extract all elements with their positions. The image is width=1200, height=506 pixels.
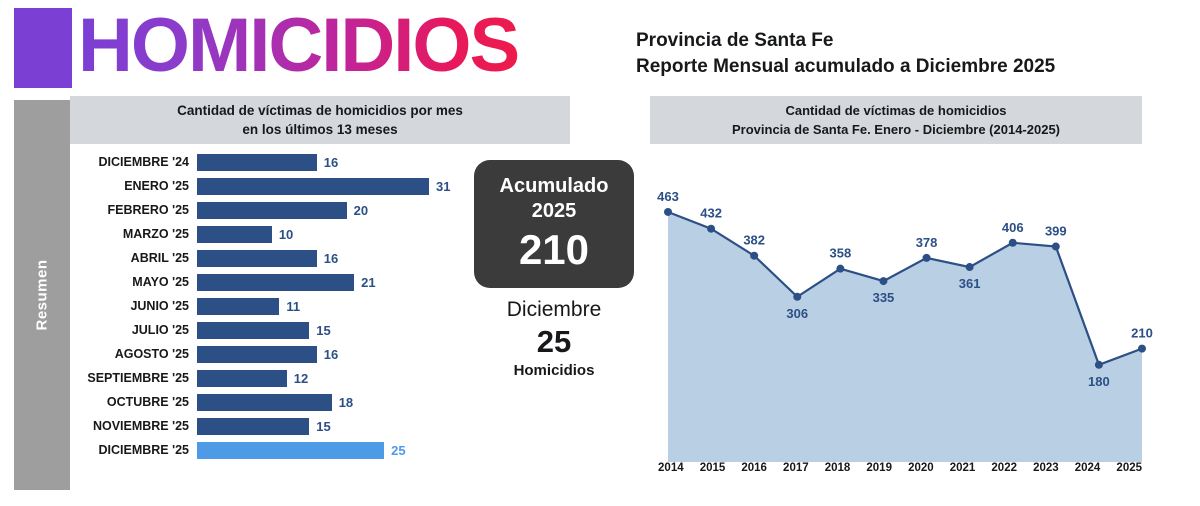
month-summary [474,296,634,382]
line-chart-point [664,208,672,216]
bar-track [197,198,510,222]
line-chart-point-label: 335 [872,290,895,306]
bar-value-label: 15 [316,418,331,434]
x-axis-tick-label: 2016 [741,462,767,474]
line-chart-header [650,96,1142,144]
bar-value-label: 20 [353,202,369,218]
bar-row [70,270,510,294]
line-chart-point [750,252,758,260]
bar-row [70,294,510,318]
line-chart-x-axis [650,462,1150,474]
bar-row [70,414,510,438]
line-chart-point-label: 180 [1088,373,1110,389]
page-title: HOMICIDIOS [78,3,519,88]
line-chart-point [966,263,974,271]
bar-category-label: MARZO '25 [122,227,189,241]
bar-chart [70,150,510,462]
x-axis-tick-label: 2017 [783,462,809,474]
bar-value-label: 10 [278,226,294,242]
bar-value-label: 16 [323,154,339,170]
line-chart-point-label: 406 [1001,219,1024,235]
bar-row [70,246,510,270]
line-chart-area [668,212,1142,462]
bar-track [197,318,510,342]
x-axis-tick-label: 2022 [991,462,1017,474]
bar-category-label: OCTUBRE '25 [106,395,189,409]
line-chart-point-label: 306 [786,305,809,321]
bar-value-label: 15 [316,322,331,338]
line-chart-title-line1: Cantidad de víctimas de homicidios [785,103,1007,118]
line-chart-title-line2: Provincia de Santa Fe. Enero - Diciembre (2014-2025) [731,122,1061,137]
bar-track [197,270,510,294]
bar-row [70,174,510,198]
bar-track [197,150,510,174]
bar-value-label: 11 [286,298,301,314]
bar-fill [197,322,309,339]
bar-category-label: MAYO '25 [132,275,189,289]
line-chart [650,150,1160,480]
line-chart-point [1095,361,1103,369]
accumulated-label-line1: Acumulado [499,175,609,197]
line-chart-point-label: 432 [700,205,722,221]
bar-value-label: 16 [323,250,339,266]
bar-category-label: FEBRERO '25 [107,203,189,217]
bar-row [70,222,510,246]
bar-value-label: 16 [323,346,339,362]
bar-track [197,294,510,318]
bar-fill [197,178,429,195]
bar-track [197,222,510,246]
bar-track [197,174,510,198]
line-chart-point-label: 382 [743,232,766,248]
bar-fill [197,250,317,267]
line-chart-point [707,225,715,233]
line-chart-point [1052,243,1060,251]
bar-track [197,414,510,438]
bar-value-label: 31 [436,178,451,194]
line-chart-point [923,254,931,262]
bar-fill [197,394,332,411]
line-chart-point-label: 463 [657,188,679,204]
bar-value-label: 12 [293,370,309,386]
bar-category-label: JULIO '25 [131,323,189,337]
bar-category-label: SEPTIEMBRE '25 [87,371,189,385]
header-subtitle-line1: Provincia de Santa Fe [636,30,834,51]
bar-chart-title-line1: Cantidad de víctimas de homicidios por mes [177,103,463,118]
bar-fill [197,442,384,459]
month-summary-label: Diciembre [506,298,602,321]
bar-value-label: 21 [361,274,376,290]
bar-fill [197,202,347,219]
accumulated-value: 210 [518,226,590,273]
x-axis-tick-label: 2025 [1116,462,1143,474]
x-axis-tick-label: 2024 [1074,462,1101,474]
bar-fill [197,226,272,243]
bar-chart-header [70,96,570,144]
x-axis-tick-label: 2018 [824,462,851,474]
sidebar-tab-resumen[interactable] [14,100,70,490]
bar-category-label: AGOSTO '25 [114,347,189,361]
bar-row [70,342,510,366]
bar-track [197,246,510,270]
bar-row [70,438,510,462]
bar-track [197,366,510,390]
line-chart-point [793,293,801,301]
sidebar-tab-label: Resumen [33,259,51,331]
bar-row [70,390,510,414]
x-axis-tick-label: 2014 [658,462,684,474]
x-axis-tick-label: 2019 [866,462,892,474]
bar-track [197,342,510,366]
x-axis-tick-label: 2023 [1033,462,1059,474]
accumulated-label-line2: 2025 [531,200,577,222]
bar-category-label: NOVIEMBRE '25 [92,419,189,433]
bar-category-label: DICIEMBRE '25 [98,443,189,457]
bar-category-label: JUNIO '25 [130,299,189,313]
bar-row [70,366,510,390]
line-chart-point-label: 210 [1131,325,1153,341]
line-chart-point [836,265,844,273]
x-axis-tick-label: 2021 [949,462,976,474]
line-chart-point [1009,239,1017,247]
line-chart-point [1138,345,1146,353]
bar-fill [197,298,279,315]
header-subtitle-line2: Reporte Mensual acumulado a Diciembre 2025 [636,56,1056,77]
header-subtitle [636,28,1055,80]
bar-fill [197,346,317,363]
x-axis-tick-label: 2015 [699,462,726,474]
bar-fill [197,418,309,435]
month-summary-value: 25 [536,324,572,359]
line-chart-point-label: 399 [1044,223,1067,239]
header-accent-bar [14,8,72,88]
bar-value-label: 25 [391,442,406,458]
bar-track [197,390,510,414]
bar-track [197,438,510,462]
bar-category-label: DICIEMBRE '24 [98,155,189,169]
line-chart-point-label: 358 [829,245,852,261]
bar-row [70,318,510,342]
line-chart-point-label: 378 [915,234,938,250]
x-axis-tick-label: 2020 [908,462,934,474]
month-summary-unit: Homicidios [513,362,595,379]
line-chart-point [879,277,887,285]
bar-category-label: ABRIL '25 [130,251,189,265]
bar-fill [197,154,317,171]
bar-category-label: ENERO '25 [124,179,189,193]
bar-row [70,198,510,222]
accumulated-box [474,160,634,288]
line-chart-svg [650,150,1160,480]
bar-chart-title-line2: en los últimos 13 meses [242,122,398,137]
bar-row [70,150,510,174]
line-chart-point-label: 361 [958,276,981,292]
bar-value-label: 18 [338,394,354,410]
bar-fill [197,274,354,291]
bar-fill [197,370,287,387]
